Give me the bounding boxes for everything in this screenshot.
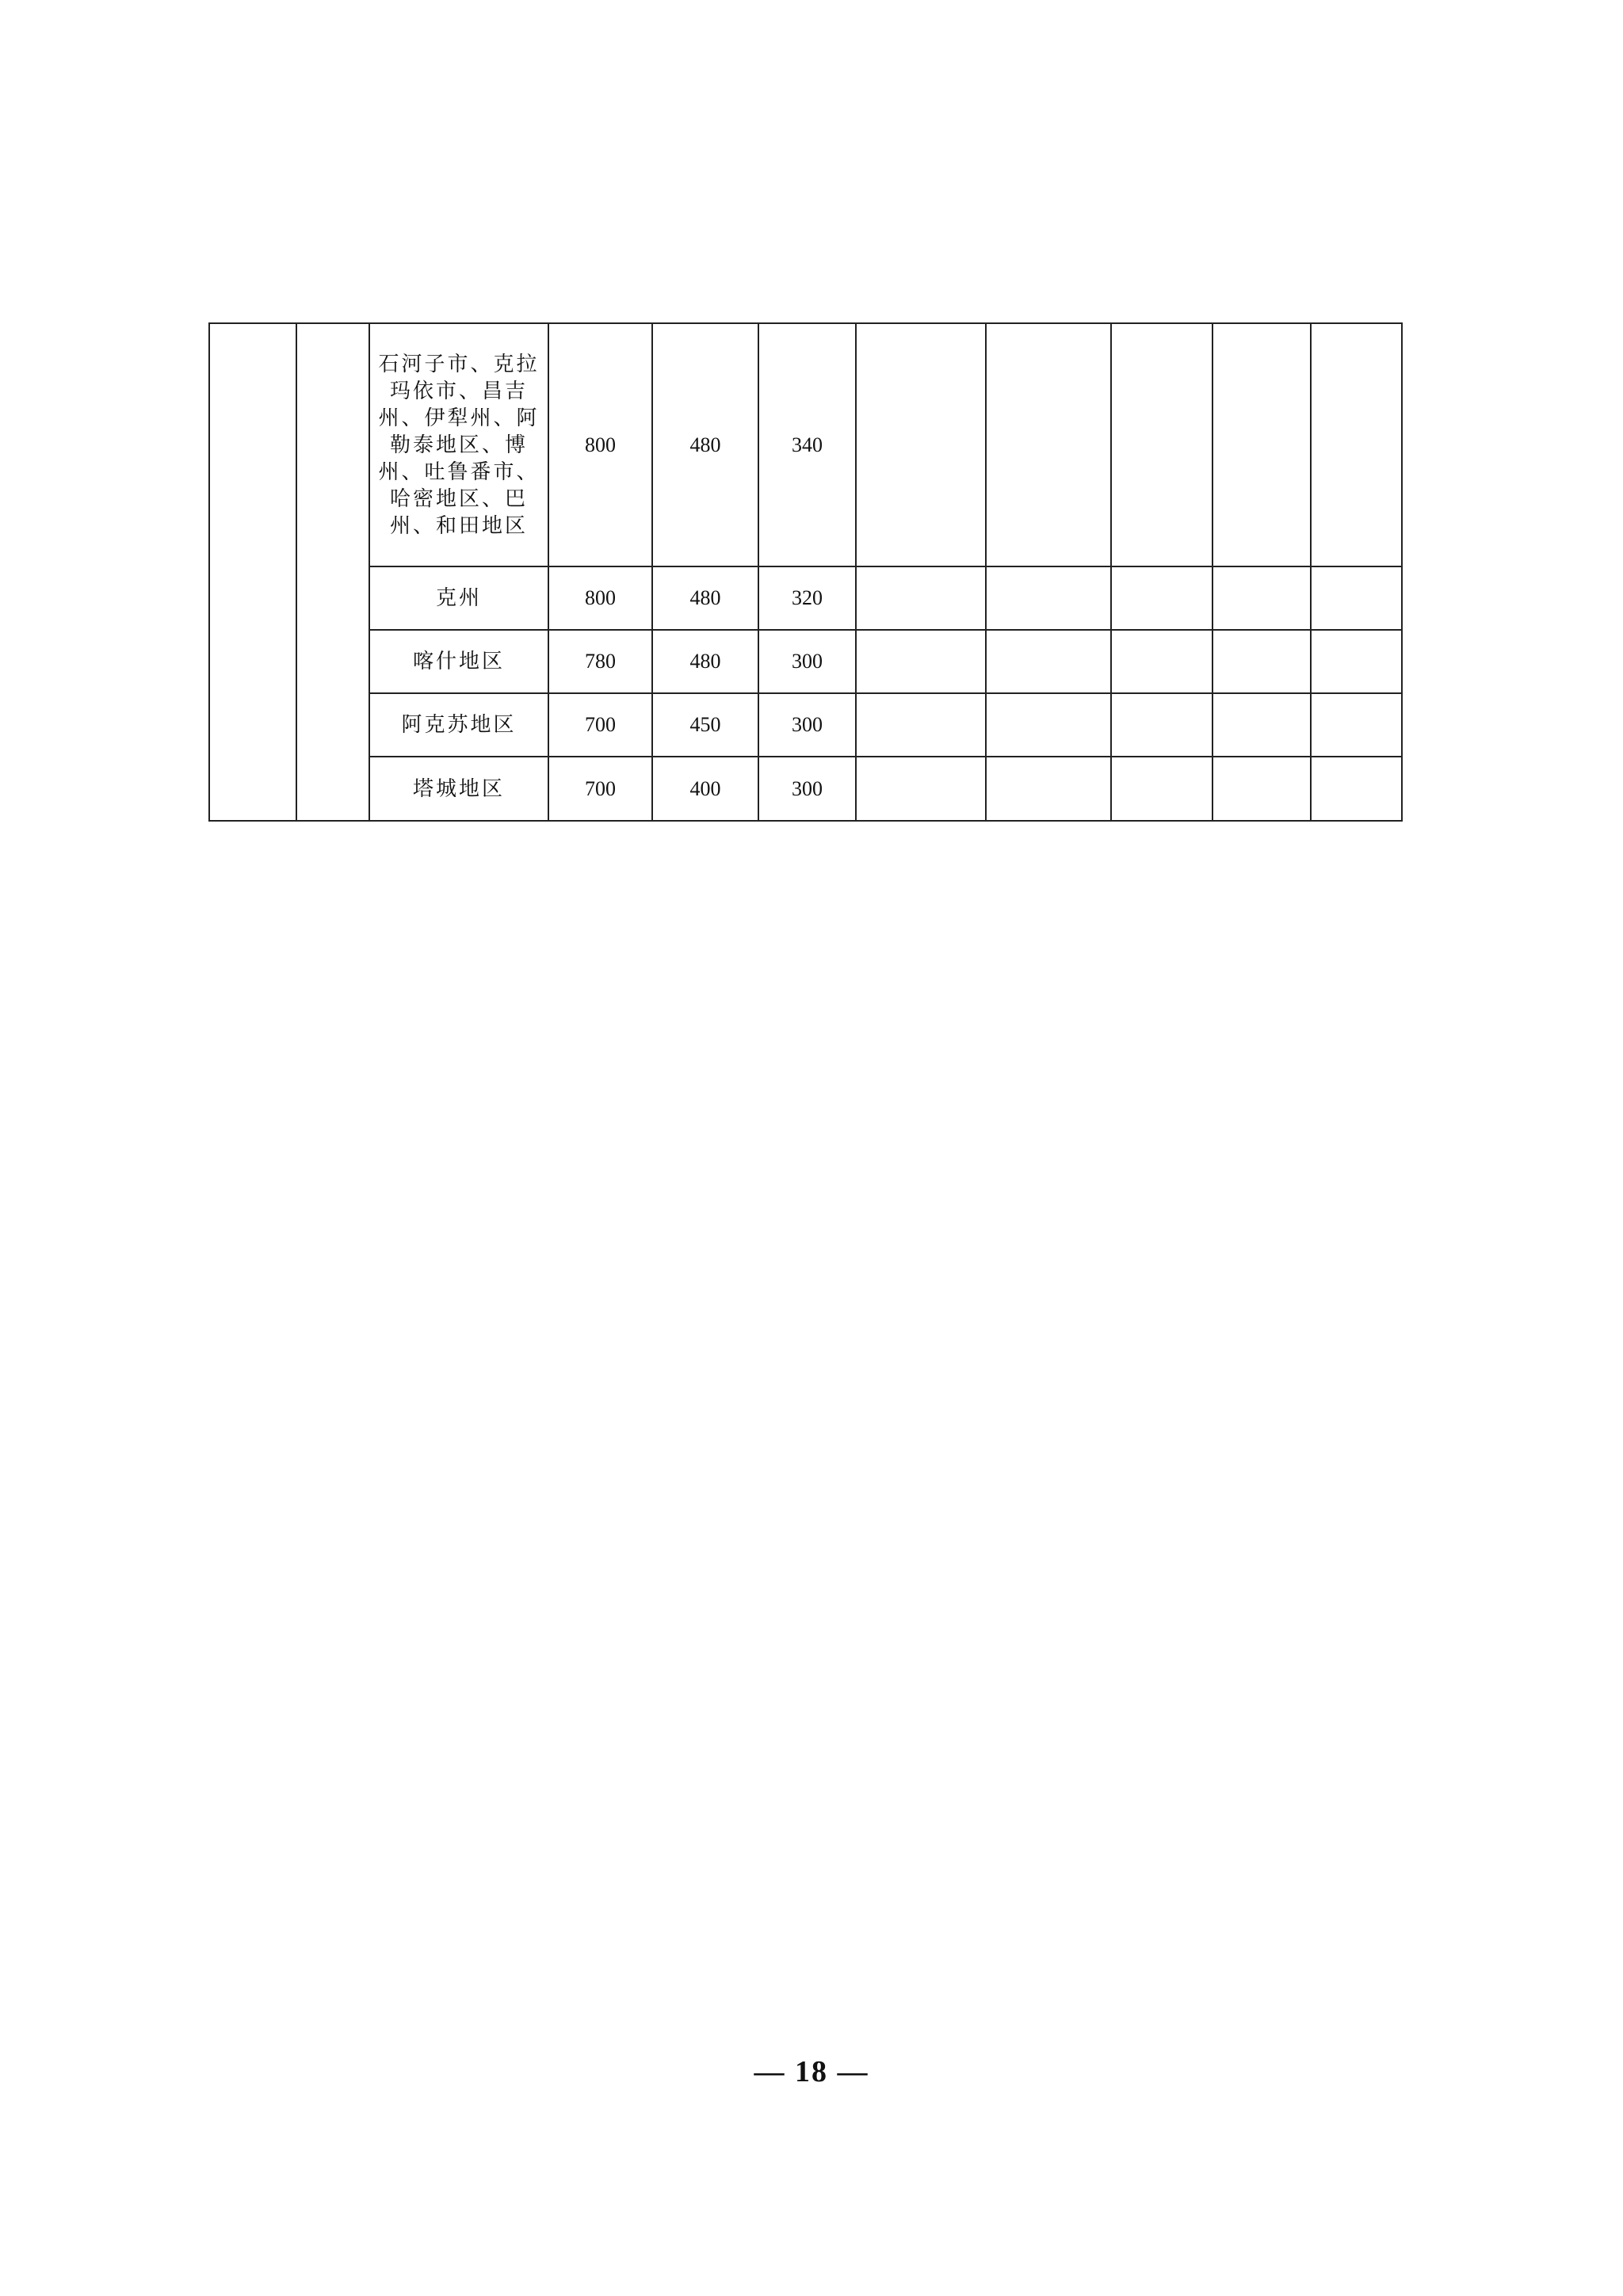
value-cell: 700: [548, 693, 652, 757]
value-cell: 700: [548, 757, 652, 821]
empty-cell: [1212, 757, 1311, 821]
empty-cell: [856, 323, 986, 566]
value-cell: 300: [758, 630, 856, 693]
empty-cell: [1212, 323, 1311, 566]
empty-cell: [856, 630, 986, 693]
table-row: [209, 566, 1402, 630]
empty-cell: [856, 693, 986, 757]
empty-cell: [986, 630, 1111, 693]
empty-cell: [1311, 757, 1402, 821]
value-cell: 300: [758, 693, 856, 757]
empty-cell: [986, 757, 1111, 821]
table-row: [209, 323, 1402, 566]
empty-cell: [1111, 566, 1212, 630]
empty-cell: [1212, 693, 1311, 757]
empty-cell: [856, 566, 986, 630]
empty-cell: [1111, 757, 1212, 821]
empty-cell: [1111, 630, 1212, 693]
empty-cell: [1311, 566, 1402, 630]
value-cell: 800: [548, 566, 652, 630]
value-cell: 480: [652, 323, 758, 566]
region-cell: 克州: [369, 566, 548, 630]
empty-cell: [1311, 323, 1402, 566]
merged-cell-col1: [209, 323, 296, 821]
page-number: — 18 —: [754, 2055, 869, 2088]
empty-cell: [1311, 630, 1402, 693]
value-cell: 300: [758, 757, 856, 821]
merged-cell-col2: [296, 323, 369, 821]
empty-cell: [1212, 566, 1311, 630]
empty-cell: [1311, 693, 1402, 757]
empty-cell: [1212, 630, 1311, 693]
empty-cell: [1111, 693, 1212, 757]
empty-cell: [986, 323, 1111, 566]
region-cell: 喀什地区: [369, 630, 548, 693]
table-row: [209, 757, 1402, 821]
region-cell: 塔城地区: [369, 757, 548, 821]
value-cell: 780: [548, 630, 652, 693]
empty-cell: [986, 566, 1111, 630]
empty-cell: [986, 693, 1111, 757]
table-row: [209, 693, 1402, 757]
value-cell: 450: [652, 693, 758, 757]
value-cell: 400: [652, 757, 758, 821]
region-cell: 石河子市、克拉玛依市、昌吉州、伊犁州、阿勒泰地区、博州、吐鲁番市、哈密地区、巴州、和田地区: [369, 323, 548, 566]
value-cell: 480: [652, 630, 758, 693]
value-cell: 340: [758, 323, 856, 566]
region-cell: 阿克苏地区: [369, 693, 548, 757]
empty-cell: [856, 757, 986, 821]
value-cell: 320: [758, 566, 856, 630]
empty-cell: [1111, 323, 1212, 566]
value-cell: 800: [548, 323, 652, 566]
value-cell: 480: [652, 566, 758, 630]
wage-standard-table: [208, 322, 1403, 822]
table-row: [209, 630, 1402, 693]
